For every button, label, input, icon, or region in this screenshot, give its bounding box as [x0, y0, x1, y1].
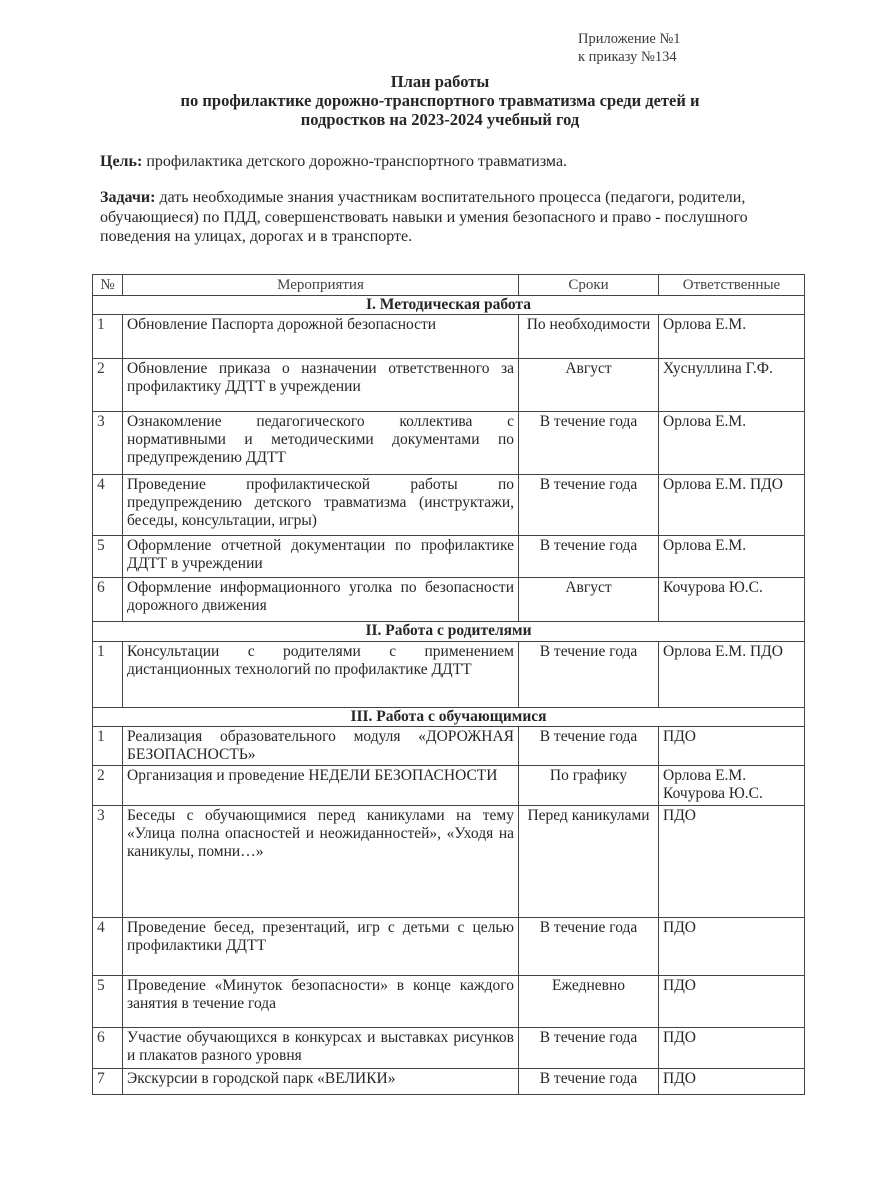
header-deadline: Сроки — [519, 275, 659, 296]
section-title: III. Работа с обучающимися — [93, 708, 805, 727]
row-responsible: ПДО — [659, 918, 805, 976]
row-activity: Беседы с обучающимися перед каникулами на тему «Улица полна опасностей и неожиданностей», «Уходя на каникулы, помни…» — [123, 806, 519, 918]
appendix-note — [578, 30, 681, 66]
row-number: 6 — [93, 1028, 123, 1069]
row-activity: Проведение «Минуток безопасности» в конце каждого занятия в течение года — [123, 976, 519, 1028]
header-num: № — [93, 275, 123, 296]
table-row — [93, 578, 805, 622]
section-row — [93, 622, 805, 642]
header-responsible: Ответственные — [659, 275, 805, 296]
row-responsible: ПДО — [659, 806, 805, 918]
section-row — [93, 708, 805, 727]
table-header-row — [93, 275, 805, 296]
section-title: II. Работа с родителями — [93, 622, 805, 642]
tasks-text: дать необходимые знания участникам воспитательного процесса (педагоги, родители, обучающиеся) по ПДД, совершенствовать навыки и умения безопасного и право - послушного поведения на улицах, дорогах и в транспорте. — [100, 189, 748, 245]
table-row — [93, 976, 805, 1028]
row-deadline: В течение года — [519, 412, 659, 475]
row-deadline: Перед каникулами — [519, 806, 659, 918]
document-title — [60, 72, 820, 129]
row-activity: Обновление Паспорта дорожной безопасности — [123, 315, 519, 359]
table-row — [93, 1069, 805, 1095]
table-row — [93, 359, 805, 412]
table-row — [93, 727, 805, 766]
row-responsible: ПДО — [659, 727, 805, 766]
title-line-3: подростков на 2023-2024 учебный год — [300, 110, 580, 129]
row-responsible: Орлова Е.М. — [659, 412, 805, 475]
row-activity: Реализация образовательного модуля «ДОРОЖНАЯ БЕЗОПАСНОСТЬ» — [123, 727, 519, 766]
row-deadline: В течение года — [519, 536, 659, 578]
table-row — [93, 766, 805, 806]
row-number: 4 — [93, 475, 123, 536]
appendix-line-2: к приказу №134 — [578, 49, 677, 65]
table-row — [93, 642, 805, 708]
row-number: 1 — [93, 642, 123, 708]
row-deadline: Август — [519, 359, 659, 412]
row-number: 1 — [93, 727, 123, 766]
row-responsible: ПДО — [659, 1028, 805, 1069]
tasks-label: Задачи: — [100, 189, 156, 206]
row-number: 5 — [93, 536, 123, 578]
table-row — [93, 806, 805, 918]
table-row — [93, 412, 805, 475]
row-number: 1 — [93, 315, 123, 359]
goal-label: Цель: — [100, 153, 143, 170]
plan-table-body — [93, 296, 805, 1095]
section-title: I. Методическая работа — [93, 296, 805, 315]
row-number: 7 — [93, 1069, 123, 1095]
row-responsible: Хуснуллина Г.Ф. — [659, 359, 805, 412]
goal-text: профилактика детского дорожно-транспортного травматизма. — [142, 153, 568, 170]
row-number: 3 — [93, 412, 123, 475]
title-line-2: по профилактике дорожно-транспортного травматизма среди детей и — [180, 91, 700, 110]
row-deadline: По необходимости — [519, 315, 659, 359]
header-activity: Мероприятия — [123, 275, 519, 296]
row-responsible: Орлова Е.М. Кочурова Ю.С. — [659, 766, 805, 806]
row-activity: Участие обучающихся в конкурсах и выставках рисунков и плакатов разного уровня — [123, 1028, 519, 1069]
row-deadline: Ежедневно — [519, 976, 659, 1028]
section-row — [93, 296, 805, 315]
row-number: 5 — [93, 976, 123, 1028]
row-activity: Организация и проведение НЕДЕЛИ БЕЗОПАСНОСТИ — [123, 766, 519, 806]
row-activity: Проведение профилактической работы по предупреждению детского травматизма (инструктажи, беседы, консультации, игры) — [123, 475, 519, 536]
row-activity: Экскурсии в городской парк «ВЕЛИКИ» — [123, 1069, 519, 1095]
table-row — [93, 475, 805, 536]
title-line-1: План работы — [390, 72, 490, 91]
row-deadline: В течение года — [519, 475, 659, 536]
goal-paragraph — [100, 152, 800, 171]
table-row — [93, 1028, 805, 1069]
row-responsible: ПДО — [659, 976, 805, 1028]
plan-table — [92, 274, 805, 1095]
row-responsible: Орлова Е.М. — [659, 536, 805, 578]
row-activity: Обновление приказа о назначении ответственного за профилактику ДДТТ в учреждении — [123, 359, 519, 412]
row-number: 3 — [93, 806, 123, 918]
table-row — [93, 315, 805, 359]
row-deadline: В течение года — [519, 918, 659, 976]
row-deadline: В течение года — [519, 1028, 659, 1069]
row-deadline: В течение года — [519, 642, 659, 708]
row-number: 2 — [93, 766, 123, 806]
tasks-paragraph — [100, 188, 800, 247]
row-activity: Оформление информационного уголка по безопасности дорожного движения — [123, 578, 519, 622]
row-responsible: Кочурова Ю.С. — [659, 578, 805, 622]
row-number: 4 — [93, 918, 123, 976]
row-deadline: В течение года — [519, 1069, 659, 1095]
table-row — [93, 536, 805, 578]
row-activity: Консультации с родителями с применением дистанционных технологий по профилактике ДДТТ — [123, 642, 519, 708]
row-deadline: Август — [519, 578, 659, 622]
row-deadline: По графику — [519, 766, 659, 806]
appendix-line-1: Приложение №1 — [578, 31, 681, 47]
row-responsible: Орлова Е.М. ПДО — [659, 642, 805, 708]
row-deadline: В течение года — [519, 727, 659, 766]
row-activity: Проведение бесед, презентаций, игр с детьми с целью профилактики ДДТТ — [123, 918, 519, 976]
row-responsible: Орлова Е.М. — [659, 315, 805, 359]
row-responsible: Орлова Е.М. ПДО — [659, 475, 805, 536]
row-number: 2 — [93, 359, 123, 412]
row-number: 6 — [93, 578, 123, 622]
row-activity: Оформление отчетной документации по профилактике ДДТТ в учреждении — [123, 536, 519, 578]
row-activity: Ознакомление педагогического коллектива с нормативными и методическими документами по предупреждению ДДТТ — [123, 412, 519, 475]
row-responsible: ПДО — [659, 1069, 805, 1095]
table-row — [93, 918, 805, 976]
